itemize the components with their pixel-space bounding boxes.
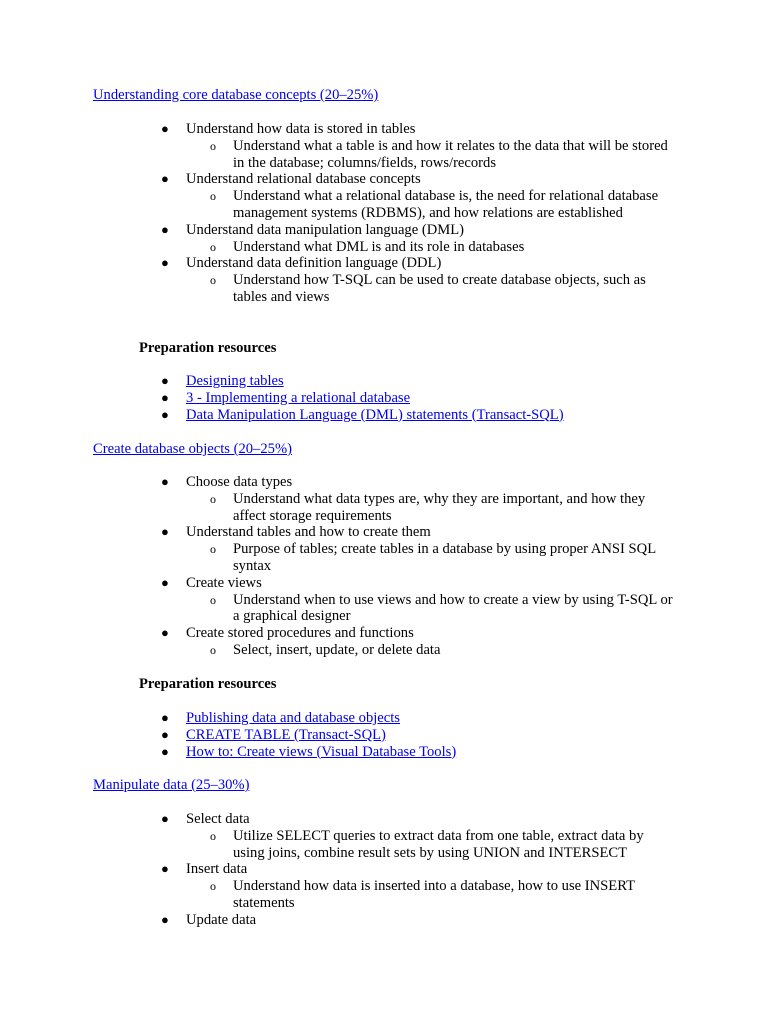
list-item: [0, 861, 673, 911]
list-item: [0, 255, 673, 305]
list-item: [0, 727, 456, 744]
list-item: [0, 474, 673, 524]
list-item: [0, 744, 456, 761]
sub-list-item: [0, 272, 673, 306]
bullet-icon: ●: [161, 911, 169, 927]
objective-text: Insert data: [186, 861, 248, 878]
objective-list-core-concepts: [0, 121, 673, 306]
sub-list-item: [0, 828, 673, 862]
resource-list-create-objects: [0, 710, 456, 760]
section-link-core-concepts[interactable]: Understanding core database concepts (20–25%): [93, 87, 379, 103]
circle-bullet-icon: o: [210, 138, 216, 153]
bullet-icon: ●: [161, 171, 169, 187]
bullet-icon: ●: [161, 474, 169, 489]
resource-link-designing-tables[interactable]: Designing tables: [186, 373, 284, 389]
objective-text: Update data: [186, 911, 257, 928]
list-item: [0, 625, 673, 659]
bullet-icon: ●: [161, 710, 169, 725]
list-item: [0, 390, 564, 407]
circle-bullet-icon: o: [210, 592, 216, 607]
circle-bullet-icon: o: [210, 542, 216, 557]
bullet-icon: ●: [161, 221, 169, 237]
list-item: [0, 575, 673, 625]
circle-bullet-icon: o: [210, 189, 216, 204]
objective-text: Understand data definition language (DDL): [186, 255, 442, 272]
objective-text: Choose data types: [186, 474, 293, 490]
resource-link-implementing-relational-database[interactable]: 3 - Implementing a relational database: [186, 389, 411, 406]
list-item: [0, 121, 673, 171]
bullet-icon: ●: [161, 625, 169, 641]
sub-objective-text: Understand when to use views and how to create a view by using T-SQL or a graphical designer: [233, 591, 673, 625]
objective-list-manipulate-data: [0, 811, 673, 929]
sub-objective-text: Understand what a table is and how it relates to the data that will be stored in the database; columns/fields, rows/records: [233, 137, 668, 171]
bullet-icon: ●: [161, 861, 169, 877]
bullet-icon: ●: [161, 743, 169, 759]
circle-bullet-icon: o: [210, 828, 216, 843]
resource-link-publishing-data[interactable]: Publishing data and database objects: [186, 710, 400, 726]
sub-list-item: [0, 541, 673, 575]
objective-list-create-objects: [0, 474, 673, 659]
section-link-create-objects[interactable]: Create database objects (20–25%): [93, 441, 292, 457]
sub-objective-text: Select, insert, update, or delete data: [233, 641, 441, 658]
sub-list-item: [0, 878, 673, 912]
circle-bullet-icon: o: [210, 491, 216, 506]
objective-text: Select data: [186, 811, 250, 827]
objective-text: Create stored procedures and functions: [186, 625, 414, 642]
list-item: [0, 912, 673, 929]
bullet-icon: ●: [161, 121, 169, 136]
sub-list-item: [0, 491, 673, 525]
sub-list-item: [0, 138, 673, 172]
list-item: [0, 373, 564, 390]
list-item: [0, 407, 564, 424]
bullet-icon: ●: [161, 811, 169, 826]
objective-text: Understand data manipulation language (DML): [186, 221, 465, 238]
objective-text: Create views: [186, 574, 262, 591]
bullet-icon: ●: [161, 389, 169, 405]
bullet-icon: ●: [161, 373, 169, 388]
section-link-manipulate-data[interactable]: Manipulate data (25–30%): [93, 777, 250, 793]
sub-objective-text: Understand what DML is and its role in databases: [233, 238, 525, 255]
sub-objective-text: Understand how T-SQL can be used to create database objects, such as tables and views: [233, 272, 646, 305]
sub-list-item: [0, 188, 673, 222]
bullet-icon: ●: [161, 255, 169, 271]
sub-objective-text: Purpose of tables; create tables in a database by using proper ANSI SQL syntax: [233, 541, 656, 574]
circle-bullet-icon: o: [210, 273, 216, 288]
preparation-resources-heading: Preparation resources: [139, 676, 277, 692]
bullet-icon: ●: [161, 574, 169, 590]
list-item: [0, 171, 673, 221]
list-item: [0, 222, 673, 256]
resource-link-dml-statements[interactable]: Data Manipulation Language (DML) statements (Transact-SQL): [186, 406, 564, 423]
resource-link-create-views[interactable]: How to: Create views (Visual Database Tools): [186, 743, 457, 760]
sub-objective-text: Utilize SELECT queries to extract data from one table, extract data by using joins, combine result sets by using UNION and INTERSECT: [233, 827, 644, 861]
list-item: [0, 524, 673, 574]
sub-objective-text: Understand how data is inserted into a database, how to use INSERT statements: [233, 878, 635, 911]
sub-list-item: [0, 239, 673, 256]
sub-list-item: [0, 592, 673, 626]
list-item: [0, 710, 456, 727]
circle-bullet-icon: o: [210, 642, 216, 657]
circle-bullet-icon: o: [210, 879, 216, 894]
sub-list-item: [0, 642, 673, 659]
bullet-icon: ●: [161, 406, 169, 422]
objective-text: Understand tables and how to create them: [186, 524, 431, 541]
bullet-icon: ●: [161, 524, 169, 540]
objective-text: Understand how data is stored in tables: [186, 121, 416, 137]
list-item: [0, 811, 673, 861]
sub-objective-text: Understand what a relational database is, the need for relational database management systems (RDBMS), and how relations are established: [233, 188, 659, 221]
circle-bullet-icon: o: [210, 239, 216, 254]
resource-link-create-table[interactable]: CREATE TABLE (Transact-SQL): [186, 726, 386, 743]
sub-objective-text: Understand what data types are, why they are important, and how they affect storage requirements: [233, 490, 646, 524]
preparation-resources-heading: Preparation resources: [139, 340, 277, 356]
bullet-icon: ●: [161, 726, 169, 742]
resource-list-core-concepts: [0, 373, 564, 423]
objective-text: Understand relational database concepts: [186, 171, 421, 188]
